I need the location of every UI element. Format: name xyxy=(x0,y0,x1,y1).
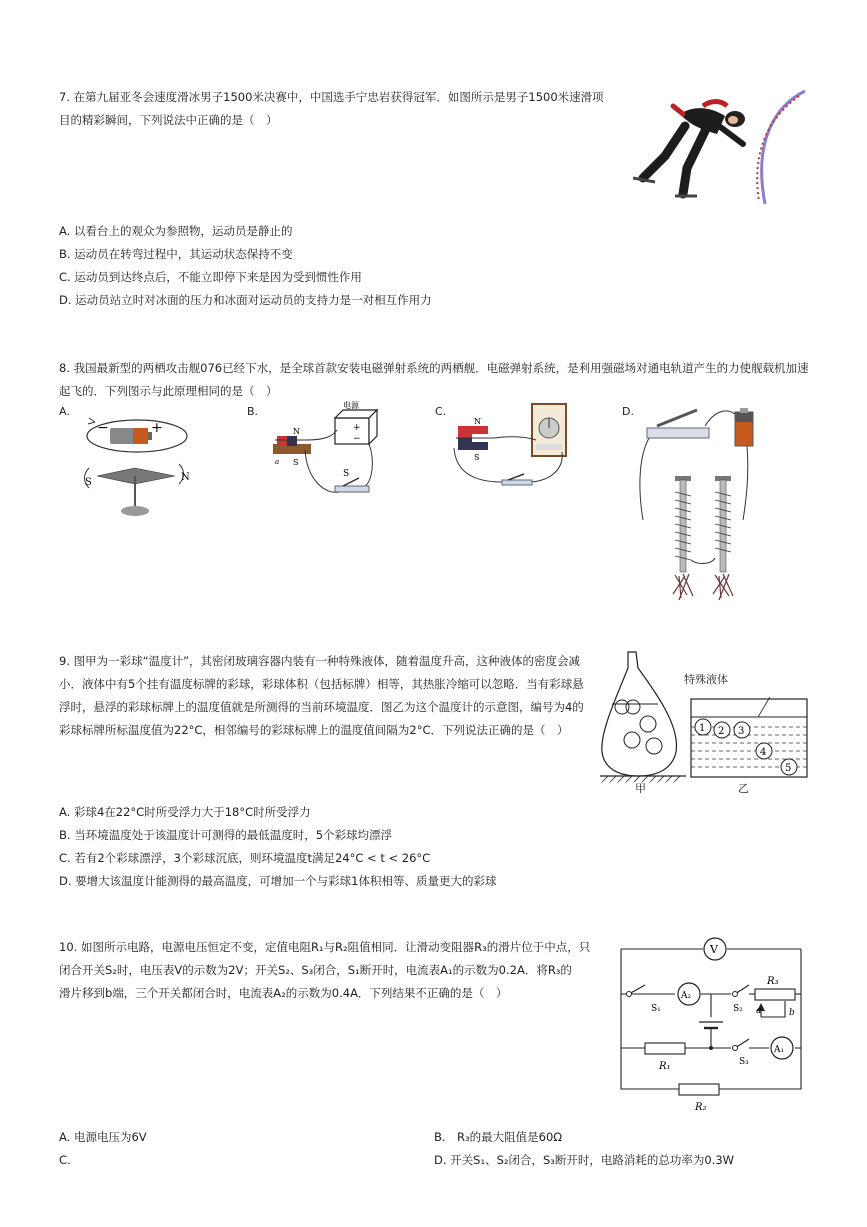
q10-stem xyxy=(59,936,604,1005)
q9-stem-line2: 小．液体中有5个挂有温度标牌的彩球，彩球体积（包括标牌）相等，其热胀冷缩可以忽略．当有彩球悬 xyxy=(59,677,584,691)
q9-figure-yi xyxy=(688,683,813,783)
q9-options xyxy=(59,802,496,891)
circuit-b: b xyxy=(789,1008,795,1018)
q9-ball-4: 4 xyxy=(760,747,767,758)
fig-c-n: N xyxy=(474,417,481,426)
q7-option-d[interactable]: D. 运动员站立时对冰面的压力和冰面对运动员的支持力是一对相互作用力 xyxy=(59,293,432,307)
q8-option-b-label[interactable]: B. xyxy=(247,405,259,418)
q7-skater-image xyxy=(625,86,815,208)
q7-stem-line2: 目的精彩瞬间，下列说法中正确的是（ ） xyxy=(59,113,278,127)
q9-ball-1: 1 xyxy=(699,723,706,734)
svg-text:+: + xyxy=(353,423,361,433)
circuit-a1: A₁ xyxy=(774,1045,785,1055)
q7-option-a[interactable]: A. 以看台上的观众为参照物，运动员是静止的 xyxy=(59,224,293,238)
q9-stem-line3: 浮时，悬浮的彩球标牌上的温度值就是所测得的当前环境温度．图乙为这个温度计的示意图，编号为4的 xyxy=(59,700,584,714)
q10-option-b[interactable]: B. R₃的最大阻值是60Ω xyxy=(434,1130,563,1144)
circuit-s2: S₂ xyxy=(733,1004,743,1014)
circuit-a: a xyxy=(756,1006,762,1016)
q10-option-c[interactable]: C. xyxy=(59,1153,71,1167)
fig-b-n: N xyxy=(293,427,300,436)
q8-option-c-label[interactable]: C. xyxy=(435,405,447,418)
fig-a-n: N xyxy=(181,472,190,483)
q10-circuit-diagram xyxy=(615,935,815,1117)
svg-text:−: − xyxy=(353,434,361,444)
fig-a-minus: − xyxy=(97,420,109,436)
q9-label-liquid: 特殊液体 xyxy=(684,673,728,686)
q10-stem-line2: 闭合开关S₂时，电压表V的示数为2V；开关S₂、S₃闭合，S₁断开时，电流表A₁的示数为0.2A．将R₃的 xyxy=(59,963,572,977)
fig-b-s: S xyxy=(293,458,299,467)
q8-stem xyxy=(59,357,819,403)
q8-stem-line1: 8. 我国最新型的两栖攻击舰076已经下水，是全球首款安装电磁弹射系统的两栖舰．电磁弹射系统，是利用强磁场对通电轨道产生的力使舰载机加速 xyxy=(59,361,809,375)
q9-stem-line4: 彩球标牌所标温度值为22°C，相邻编号的彩球标牌上的温度值间隔为2°C．下列说法正确的是（ ） xyxy=(59,723,569,737)
q9-option-a[interactable]: A. 彩球4在22°C时所受浮力大于18°C时所受浮力 xyxy=(59,805,311,819)
q9-option-c[interactable]: C. 若有2个彩球漂浮，3个彩球沉底，则环境温度t满足24°C < t < 26°C xyxy=(59,851,431,865)
circuit-s3: S₃ xyxy=(739,1057,749,1067)
q8-figure-a xyxy=(75,400,200,520)
fig-c-s: S xyxy=(474,453,480,462)
q9-ball-2: 2 xyxy=(718,726,725,737)
q10-stem-line3: 滑片移到b端，三个开关都闭合时，电流表A₂的示数为0.4A．下列结果不正确的是（ ） xyxy=(59,986,508,1000)
q10-stem-line1: 10. 如图所示电路，电源电压恒定不变，定值电阻R₁与R₂阻值相同．让滑动变阻器R₃的滑片位于中点，只 xyxy=(59,940,591,954)
fig-a-s: S xyxy=(85,477,92,488)
fig-b-a: a xyxy=(275,458,280,466)
fig-b-switch-s: S xyxy=(343,469,350,479)
q9-label-yi: 乙 xyxy=(738,782,749,795)
q8-figure-d xyxy=(635,400,775,605)
q9-ball-3: 3 xyxy=(738,726,745,737)
q9-label-jia: 甲 xyxy=(635,782,646,795)
q9-stem xyxy=(59,650,594,742)
q9-figure-jia xyxy=(598,648,688,790)
q9-option-b[interactable]: B. 当环境温度处于该温度计可测得的最低温度时，5个彩球均漂浮 xyxy=(59,828,393,842)
q7-options xyxy=(59,221,432,310)
q8-option-a-label[interactable]: A. xyxy=(59,405,70,418)
q9-ball-5: 5 xyxy=(785,763,792,774)
q10-option-d[interactable]: D. 开关S₁、S₂闭合，S₃断开时，电路消耗的总功率为0.3W xyxy=(434,1153,735,1167)
q9-stem-line1: 9. 图甲为一彩球“温度计”，其密闭玻璃容器内装有一种特殊液体，随着温度升高，这种液体的密度会减 xyxy=(59,654,581,668)
q7-option-c[interactable]: C. 运动员到达终点后，不能立即停下来是因为受到惯性作用 xyxy=(59,270,362,284)
q8-stem-line2: 起飞的．下列图示与此原理相同的是（ ） xyxy=(59,384,278,398)
q7-stem-line1: 7. 在第九届亚冬会速度滑冰男子1500米决赛中，中国选手宁忠岩获得冠军．如图所示是男子1500米速滑项 xyxy=(59,90,604,104)
fig-a-plus: + xyxy=(151,420,163,436)
q7-stem xyxy=(59,86,619,132)
circuit-r3: R₃ xyxy=(767,976,779,987)
q7-option-b[interactable]: B. 运动员在转弯过程中，其运动状态保持不变 xyxy=(59,247,293,261)
fig-b-power: 电源 xyxy=(343,401,359,410)
q9-option-d[interactable]: D. 要增大该温度计能测得的最高温度，可增加一个与彩球1体积相等、质量更大的彩球 xyxy=(59,874,497,888)
q8-figure-b xyxy=(265,400,380,505)
q8-option-d-label[interactable]: D. xyxy=(622,405,634,418)
circuit-r2: R₂ xyxy=(695,1102,707,1113)
circuit-v: V xyxy=(710,943,718,956)
q10-option-a[interactable]: A. 电源电压为6V xyxy=(59,1130,147,1144)
circuit-s1: S₁ xyxy=(651,1004,661,1014)
circuit-r1: R₁ xyxy=(659,1061,671,1072)
q8-figure-c xyxy=(450,400,575,495)
circuit-a2: A₂ xyxy=(681,991,692,1001)
